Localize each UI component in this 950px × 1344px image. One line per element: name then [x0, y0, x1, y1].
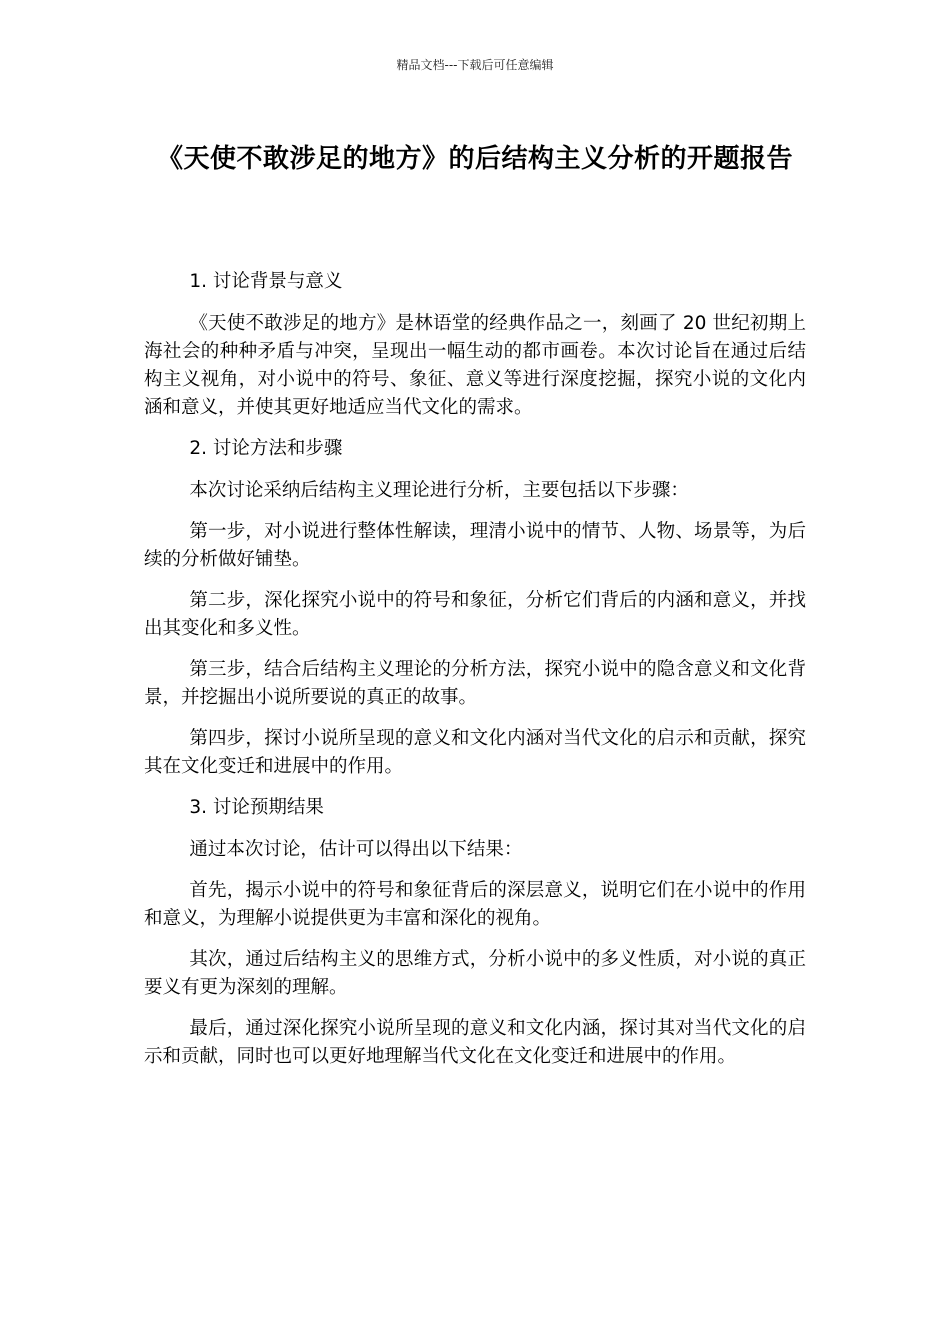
- paragraph-result-last: 最后，通过深化探究小说所呈现的意义和文化内涵，探讨其对当代文化的启示和贡献，同时也可以更好地理解当代文化在文化变迁和进展中的作用。: [144, 1018, 806, 1067]
- document-body: [144, 268, 806, 1084]
- paragraph-step-three: 第三步，结合后结构主义理论的分析方法，探究小说中的隐含意义和文化背景，并挖掘出小说所要说的真正的故事。: [144, 659, 806, 708]
- section-heading-expected-results: 3. 讨论预期结果: [189, 797, 324, 818]
- section-heading-methods: 2. 讨论方法和步骤: [189, 438, 343, 459]
- paragraph-step-two: 第二步，深化探究小说中的符号和象征，分析它们背后的内涵和意义，并找出其变化和多义性。: [144, 590, 806, 639]
- paragraph-result-second: 其次，通过后结构主义的思维方式，分析小说中的多义性质，对小说的真正要义有更为深刻的理解。: [144, 949, 806, 998]
- paragraph-background: 《天使不敢涉足的地方》是林语堂的经典作品之一，刻画了 20 世纪初期上海社会的种种矛盾与冲突，呈现出一幅生动的都市画卷。本次讨论旨在通过后结构主义视角，对小说中的符号、象征、意义等进行深度挖掘，探究小说的文化内涵和意义，并使其更好地适应当代文化的需求。: [144, 313, 806, 418]
- paragraph-step-four: 第四步，探讨小说所呈现的意义和文化内涵对当代文化的启示和贡献，探究其在文化变迁和进展中的作用。: [144, 728, 806, 777]
- document-title: 《天使不敢涉足的地方》的后结构主义分析的开题报告: [156, 144, 793, 174]
- section-heading-background: 1. 讨论背景与意义: [189, 271, 343, 292]
- page-header-watermark: 精品文档---下载后可任意编辑: [396, 58, 554, 72]
- paragraph-step-one: 第一步，对小说进行整体性解读，理清小说中的情节、人物、场景等，为后续的分析做好铺垫。: [144, 521, 806, 570]
- paragraph-result-first: 首先，揭示小说中的符号和象征背后的深层意义，说明它们在小说中的作用和意义，为理解小说提供更为丰富和深化的视角。: [144, 880, 806, 929]
- paragraph-results-intro: 通过本次讨论，估计可以得出以下结果：: [189, 839, 523, 860]
- paragraph-methods-intro: 本次讨论采纳后结构主义理论进行分析，主要包括以下步骤：: [189, 480, 689, 501]
